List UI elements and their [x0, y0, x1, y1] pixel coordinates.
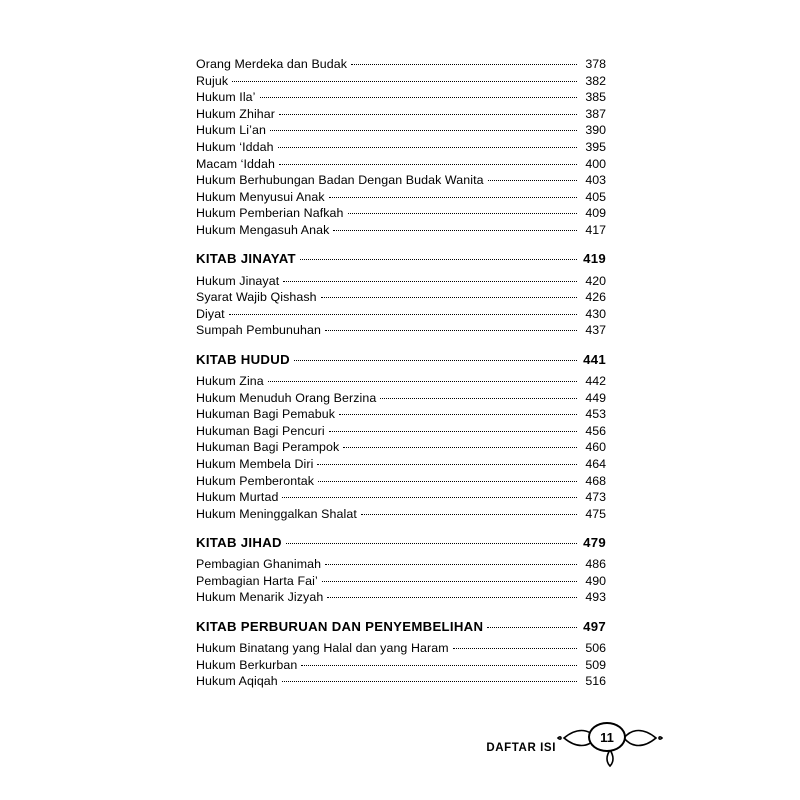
toc-leader-dots — [300, 258, 577, 260]
toc-entry-title: Hukum Binatang yang Halal dan yang Haram — [196, 641, 449, 656]
toc-entry-title: Macam ‘Iddah — [196, 156, 276, 171]
toc-entry-title: Hukum Menarik Jizyah — [196, 590, 324, 605]
toc-entry-title: KITAB HUDUD — [196, 351, 290, 367]
toc-entry-title: Hukum Jinayat — [196, 273, 280, 288]
toc-entry-page-number: 449 — [585, 390, 606, 405]
toc-entry-row[interactable] — [196, 458, 606, 470]
toc-entry-row[interactable] — [196, 141, 606, 153]
toc-entry-page-number: 430 — [585, 306, 606, 321]
toc-entry-row[interactable] — [196, 675, 606, 687]
toc-entry-title: Orang Merdeka dan Budak — [196, 57, 348, 71]
toc-entry-page-number: 468 — [585, 473, 606, 488]
toc-entry-title: Sumpah Pembunuhan — [196, 323, 322, 338]
toc-entry-row[interactable] — [196, 158, 606, 170]
toc-entry-row[interactable] — [196, 91, 606, 103]
toc-leader-dots — [229, 313, 577, 315]
toc-leader-dots — [343, 446, 577, 448]
toc-leader-dots — [327, 596, 577, 598]
toc-entry-title: Hukum ‘Iddah — [196, 139, 274, 154]
toc-leader-dots — [317, 463, 577, 465]
toc-entry-row[interactable] — [196, 591, 606, 603]
toc-entry-page-number: 387 — [585, 106, 606, 121]
toc-entry-row[interactable] — [196, 475, 606, 487]
toc-entry-title: Pembagian Harta Fai’ — [196, 573, 318, 588]
toc-leader-dots — [361, 513, 577, 515]
page-number-badge: 11 — [588, 722, 626, 752]
toc-leader-dots — [279, 163, 577, 165]
toc-entry-page-number: 453 — [585, 407, 606, 422]
toc-leader-dots — [278, 146, 577, 148]
toc-entry-title: Hukuman Bagi Pemabuk — [196, 407, 336, 422]
toc-chapter-row[interactable] — [196, 252, 606, 265]
toc-entry-page-number: 442 — [585, 373, 606, 388]
toc-leader-dots — [348, 212, 577, 214]
toc-leader-dots — [260, 96, 577, 98]
toc-entry-title: Rujuk — [196, 73, 229, 88]
toc-leader-dots — [351, 63, 577, 65]
toc-leader-dots — [318, 480, 577, 482]
toc-leader-dots — [282, 680, 577, 682]
toc-leader-dots — [321, 296, 577, 298]
toc-entry-title: Hukum Ila’ — [196, 90, 256, 105]
toc-entry-page-number: 409 — [585, 206, 606, 221]
toc-leader-dots — [283, 280, 577, 282]
toc-leader-dots — [488, 179, 577, 181]
toc-leader-dots — [329, 430, 577, 432]
toc-leader-dots — [282, 496, 577, 498]
toc-entry-title: Hukum Zina — [196, 373, 264, 388]
toc-entry-row[interactable] — [196, 58, 606, 70]
page-footer — [196, 716, 680, 762]
toc-entry-page-number: 420 — [585, 273, 606, 288]
toc-entry-row[interactable] — [196, 207, 606, 219]
toc-entry-row[interactable] — [196, 642, 606, 654]
toc-entry-page-number: 405 — [585, 189, 606, 204]
toc-leader-dots — [268, 380, 577, 382]
toc-entry-title: Pembagian Ghanimah — [196, 557, 322, 572]
toc-entry-page-number: 473 — [585, 490, 606, 505]
toc-leader-dots — [339, 413, 577, 415]
toc-leader-dots — [301, 664, 577, 666]
toc-entry-title: Hukuman Bagi Perampok — [196, 440, 340, 455]
toc-entry-title: Hukum Li’an — [196, 123, 266, 138]
toc-entry-row[interactable] — [196, 174, 606, 186]
toc-entry-row[interactable] — [196, 224, 606, 236]
toc-entry-row[interactable] — [196, 392, 606, 404]
toc-entry-page-number: 506 — [585, 641, 606, 656]
toc-entry-row[interactable] — [196, 425, 606, 437]
toc-entry-page-number: 509 — [585, 657, 606, 672]
toc-entry-page-number: 441 — [583, 351, 606, 367]
toc-leader-dots — [294, 359, 577, 361]
toc-entry-row[interactable] — [196, 659, 606, 671]
toc-leader-dots — [380, 397, 577, 399]
toc-entry-title: Hukum Aqiqah — [196, 674, 278, 689]
toc-entry-title: Hukum Murtad — [196, 490, 279, 505]
toc-entry-page-number: 493 — [585, 590, 606, 605]
toc-entry-page-number: 456 — [585, 423, 606, 438]
toc-entry-page-number: 395 — [585, 139, 606, 154]
toc-entry-row[interactable] — [196, 75, 606, 87]
toc-leader-dots — [325, 329, 577, 331]
toc-chapter-row[interactable] — [196, 620, 606, 633]
toc-entry-row[interactable] — [196, 191, 606, 203]
toc-entry-title: Hukum Membela Diri — [196, 456, 314, 471]
toc-entry-page-number: 382 — [585, 73, 606, 88]
toc-entry-page-number: 490 — [585, 573, 606, 588]
toc-entry-page-number: 497 — [583, 618, 606, 634]
toc-entry-title: Syarat Wajib Qishash — [196, 290, 317, 305]
toc-leader-dots — [329, 196, 577, 198]
toc-entry-row[interactable] — [196, 291, 606, 303]
toc-leader-dots — [279, 113, 577, 115]
toc-entry-row[interactable] — [196, 508, 606, 520]
toc-leader-dots — [286, 542, 577, 544]
toc-entry-title: Hukum Berkurban — [196, 657, 298, 672]
toc-entry-page-number: 419 — [583, 251, 606, 267]
toc-entry-title: Hukum Mengasuh Anak — [196, 222, 330, 237]
toc-entry-page-number: 475 — [585, 506, 606, 521]
toc-entry-title: Hukuman Bagi Pencuri — [196, 423, 325, 438]
toc-entry-title: Hukum Pemberontak — [196, 473, 315, 488]
table-of-contents — [196, 58, 606, 692]
toc-entry-page-number: 417 — [585, 222, 606, 237]
toc-entry-row[interactable] — [196, 275, 606, 287]
toc-entry-title: Diyat — [196, 306, 225, 321]
toc-chapter-row[interactable] — [196, 536, 606, 549]
toc-entry-title: KITAB JIHAD — [196, 535, 282, 551]
toc-entry-title: Hukum Pemberian Nafkah — [196, 206, 344, 221]
toc-leader-dots — [487, 626, 577, 628]
toc-entry-row[interactable] — [196, 575, 606, 587]
toc-entry-page-number: 378 — [585, 57, 606, 71]
toc-entry-page-number: 486 — [585, 557, 606, 572]
toc-entry-title: Hukum Berhubungan Badan Dengan Budak Wanita — [196, 173, 484, 188]
toc-entry-row[interactable] — [196, 308, 606, 320]
toc-entry-page-number: 516 — [585, 674, 606, 689]
toc-entry-page-number: 390 — [585, 123, 606, 138]
toc-entry-row[interactable] — [196, 108, 606, 120]
toc-entry-page-number: 437 — [585, 323, 606, 338]
toc-entry-title: Hukum Menyusui Anak — [196, 189, 325, 204]
toc-entry-row[interactable] — [196, 324, 606, 336]
toc-leader-dots — [270, 129, 577, 131]
toc-entry-page-number: 426 — [585, 290, 606, 305]
toc-leader-dots — [325, 563, 577, 565]
toc-leader-dots — [232, 80, 577, 82]
toc-entry-row[interactable] — [196, 558, 606, 570]
toc-entry-page-number: 403 — [585, 173, 606, 188]
toc-entry-title: KITAB JINAYAT — [196, 251, 296, 267]
toc-entry-page-number: 400 — [585, 156, 606, 171]
toc-entry-page-number: 460 — [585, 440, 606, 455]
toc-entry-row[interactable] — [196, 441, 606, 453]
toc-entry-title: KITAB PERBURUAN DAN PENYEMBELIHAN — [196, 618, 484, 634]
toc-entry-page-number: 385 — [585, 90, 606, 105]
toc-leader-dots — [333, 229, 577, 231]
toc-entry-page-number: 464 — [585, 456, 606, 471]
toc-leader-dots — [322, 580, 577, 582]
toc-entry-title: Hukum Meninggalkan Shalat — [196, 506, 357, 521]
footer-section-label: DAFTAR ISI — [486, 742, 556, 754]
toc-entry-row[interactable] — [196, 124, 606, 136]
toc-leader-dots — [453, 647, 577, 649]
toc-entry-title: Hukum Zhihar — [196, 106, 276, 121]
toc-entry-row[interactable] — [196, 491, 606, 503]
toc-chapter-row[interactable] — [196, 353, 606, 366]
toc-entry-row[interactable] — [196, 408, 606, 420]
toc-entry-title: Hukum Menuduh Orang Berzina — [196, 390, 377, 405]
toc-entry-row[interactable] — [196, 375, 606, 387]
toc-entry-page-number: 479 — [583, 535, 606, 551]
